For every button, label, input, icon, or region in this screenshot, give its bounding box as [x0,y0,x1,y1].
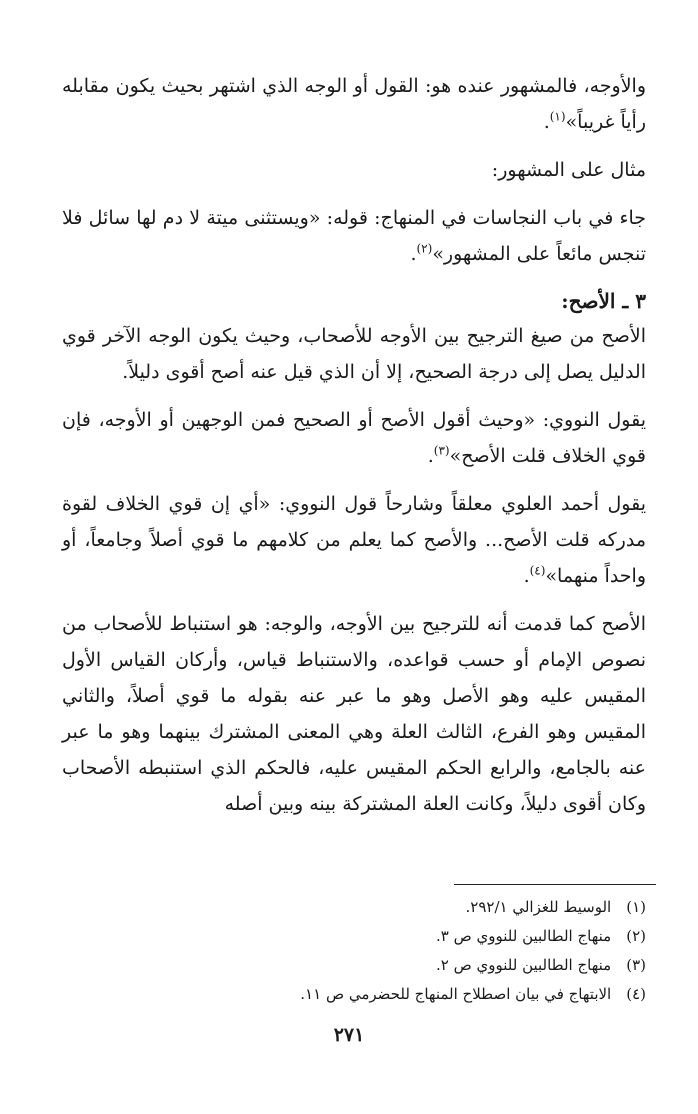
footnote-text: الوسيط للغزالي ٢٩٢/١. [465,898,612,916]
paragraph-mashhur-example-title: مثال على المشهور: [491,159,646,181]
footnote-text: منهاج الطالبين للنووي ص ٣. [435,927,612,945]
footnote-item [220,980,646,1009]
footnote-number: (٢) [626,927,646,945]
footnote-number: (٤) [626,985,646,1003]
paragraph-nawawi-quote: يقول النووي: «وحيث أقول الأصح أو الصحيح فمن الوجهين أو الأوجه، فإن قوي الخلاف قلت الأصح»$^{(٣)}$. [62,409,646,467]
footnote-ref-3[interactable]: (٣) [433,443,450,458]
page-body [62,68,646,834]
footnote-number: (٣) [626,956,646,974]
paragraph-asah-definition: الأصح من صيغ الترجيح بين الأوجه للأصحاب، وحيث يكون الوجه الآخر قوي الدليل يصل إلى درجة الصحيح، إلا أن الذي قيل عنه أصح أقوى دليلاً. [62,325,646,383]
footnote-item [220,893,646,922]
paragraph-mashhur-definition: والأوجه، فالمشهور عنده هو: القول أو الوجه الذي اشتهر بحيث يكون مقابله رأياً غريباً»$^{(١)}$. [62,75,646,133]
footnotes [220,893,646,1009]
paragraph-alawi-commentary: يقول أحمد العلوي معلقاً وشارحاً قول النووي: «أي إن قوي الخلاف لقوة مدركه قلت الأصح... والأصح كما يعلم من كلامهم ما قوي أصلاً وجامعاً، أو واحداً منهما»$^{(٤)}$. [62,493,646,587]
section-heading-asah: ٣ ـ الأصح: [561,289,646,313]
footnote-ref-4[interactable]: (٤) [529,563,546,578]
footnote-text: منهاج الطالبين للنووي ص ٢. [435,956,612,974]
paragraph-mashhur-example: جاء في باب النجاسات في المنهاج: قوله: «ويستثنى ميتة لا دم لها سائل فلا تنجس مائعاً على المشهور»$^{(٢)}$. [62,207,646,265]
footnote-ref-1[interactable]: (١) [549,109,566,124]
footnote-item [220,922,646,951]
footnote-number: (١) [626,898,646,916]
footnote-item [220,951,646,980]
footnote-ref-2[interactable]: (٢) [416,241,433,256]
footnote-text: الابتهاج في بيان اصطلاح المنهاج للحضرمي ص ١١. [300,985,612,1003]
page-number: ٢٧١ [333,1024,365,1046]
footnote-divider [454,884,656,885]
paragraph-qiyas-explanation: الأصح كما قدمت أنه للترجيح بين الأوجه، والوجه: هو استنباط للأصحاب من نصوص الإمام أو حسب قواعده، والاستنباط قياس، وأركان القياس الأول المقيس عليه وهو الأصل وهو ما عبر عنه بقوله ما قوي أصلاً، والثاني المقيس وهو الفرع، الثالث العلة وهي المعنى المشترك بينهما وهو ما عبر عنه بالجامع، والرابع الحكم المقيس عليه، فالحكم الذي استنبطه الأصحاب وكان أقوى دليلاً، وكانت العلة المشتركة بينه وبين أصله [62,613,646,815]
